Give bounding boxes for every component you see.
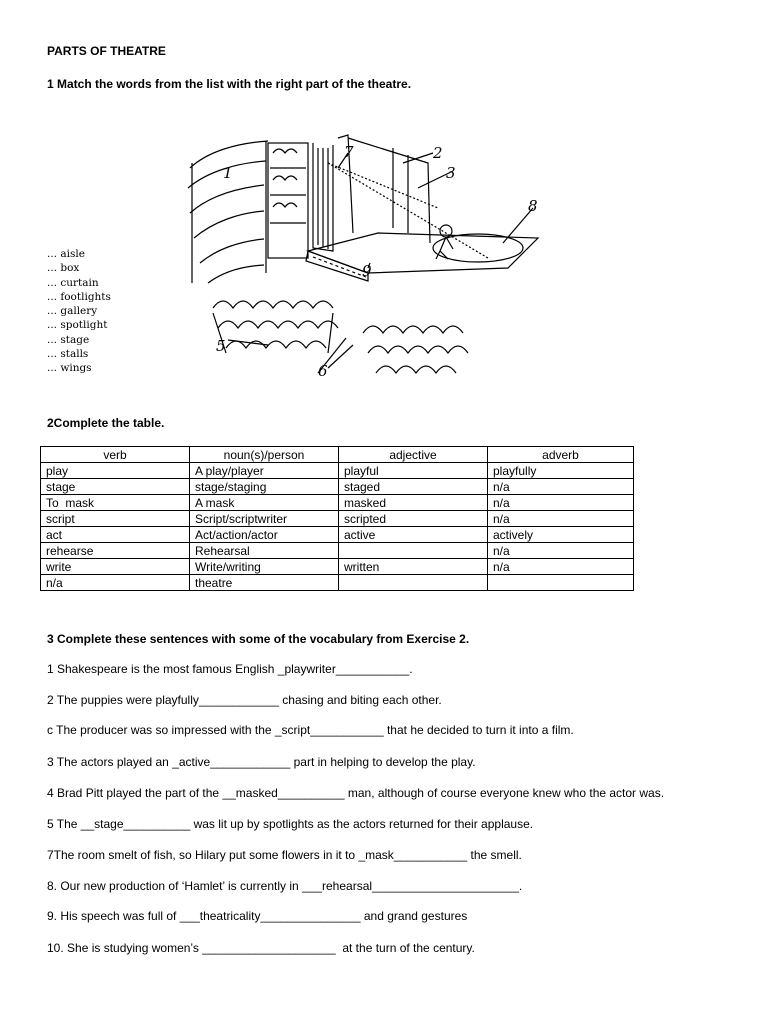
table-cell: A play/player bbox=[190, 463, 339, 479]
sentence-item: 9. His speech was full of ___theatricality_______________ and grand gestures bbox=[47, 909, 468, 923]
illustration-number: 3 bbox=[446, 164, 456, 182]
sentence-item: 4 Brad Pitt played the part of the __masked__________ man, although of course everyone knew who the actor was. bbox=[47, 786, 665, 800]
column-header-verb: verb bbox=[41, 447, 190, 463]
table-cell: staged bbox=[339, 479, 488, 495]
sentence-item: 3 The actors played an _active____________ part in helping to develop the play. bbox=[47, 755, 476, 769]
exercise-1-instruction: 1 Match the words from the list with the right part of the theatre. bbox=[47, 77, 412, 91]
illustration-number: 1 bbox=[223, 164, 233, 182]
table-row bbox=[41, 543, 634, 559]
table-cell: n/a bbox=[488, 511, 634, 527]
table-row bbox=[41, 527, 634, 543]
column-header-noun: noun(s)/person bbox=[190, 447, 339, 463]
table-cell: n/a bbox=[488, 479, 634, 495]
theatre-illustration bbox=[178, 133, 558, 383]
table-cell: A mask bbox=[190, 495, 339, 511]
table-cell: Script/scriptwriter bbox=[190, 511, 339, 527]
table-cell: To mask bbox=[41, 495, 190, 511]
table-cell: script bbox=[41, 511, 190, 527]
illustration-number: 5 bbox=[216, 337, 226, 355]
table-row bbox=[41, 463, 634, 479]
word-list-item: ... box bbox=[47, 262, 80, 275]
table-cell: written bbox=[339, 559, 488, 575]
table-cell: n/a bbox=[488, 559, 634, 575]
word-list-item: ... wings bbox=[47, 362, 92, 375]
word-list-item: ... footlights bbox=[47, 290, 111, 303]
illustration-number: 2 bbox=[433, 144, 443, 162]
table-cell bbox=[339, 575, 488, 591]
sentence-item: 2 The puppies were playfully____________ chasing and biting each other. bbox=[47, 693, 442, 707]
illustration-number: 6 bbox=[318, 362, 328, 380]
sentence-item: 8. Our new production of ‘Hamlet’ is currently in ___rehearsal______________________. bbox=[47, 879, 523, 893]
table-header-row bbox=[41, 447, 634, 463]
table-row bbox=[41, 495, 634, 511]
table-cell: theatre bbox=[190, 575, 339, 591]
word-list-item: ... curtain bbox=[47, 276, 99, 289]
table-cell: stage/staging bbox=[190, 479, 339, 495]
table-cell: stage bbox=[41, 479, 190, 495]
table-cell: actively bbox=[488, 527, 634, 543]
table-cell: playfully bbox=[488, 463, 634, 479]
sentence-item: 10. She is studying women’s ____________________ at the turn of the century. bbox=[47, 941, 475, 955]
table-cell: playful bbox=[339, 463, 488, 479]
table-row bbox=[41, 479, 634, 495]
table-cell: Rehearsal bbox=[190, 543, 339, 559]
table-cell: rehearse bbox=[41, 543, 190, 559]
table-cell: n/a bbox=[41, 575, 190, 591]
word-list-item: ... gallery bbox=[47, 305, 98, 318]
page-title: PARTS OF THEATRE bbox=[47, 44, 166, 58]
table-cell: write bbox=[41, 559, 190, 575]
word-list-item: ... stage bbox=[47, 333, 90, 346]
table-cell: scripted bbox=[339, 511, 488, 527]
table-cell: n/a bbox=[488, 543, 634, 559]
table-row bbox=[41, 559, 634, 575]
word-list-item: ... stalls bbox=[47, 348, 89, 361]
table-cell: play bbox=[41, 463, 190, 479]
sentence-item: c The producer was so impressed with the _script___________ that he decided to turn it into a film. bbox=[47, 723, 574, 737]
table-cell: n/a bbox=[488, 495, 634, 511]
table-cell: Act/action/actor bbox=[190, 527, 339, 543]
table-cell bbox=[488, 575, 634, 591]
table-row bbox=[41, 575, 634, 591]
illustration-number: 8 bbox=[528, 197, 538, 215]
illustration-number: 7 bbox=[344, 143, 354, 161]
sentence-item: 5 The __stage__________ was lit up by spotlights as the actors returned for their applause. bbox=[47, 817, 534, 831]
sentence-item: 1 Shakespeare is the most famous English _playwriter___________. bbox=[47, 662, 413, 676]
table-row bbox=[41, 511, 634, 527]
table-cell: Write/writing bbox=[190, 559, 339, 575]
table-cell: masked bbox=[339, 495, 488, 511]
illustration-number: 9 bbox=[362, 262, 372, 280]
sentence-item: 7The room smelt of fish, so Hilary put some flowers in it to _mask___________ the smell. bbox=[47, 848, 522, 862]
word-forms-table bbox=[40, 446, 634, 591]
column-header-adjective: adjective bbox=[339, 447, 488, 463]
table-cell: active bbox=[339, 527, 488, 543]
exercise-3-instruction: 3 Complete these sentences with some of the vocabulary from Exercise 2. bbox=[47, 632, 470, 646]
word-list-item: ... aisle bbox=[47, 248, 85, 260]
word-list-item: ... spotlight bbox=[47, 319, 108, 332]
column-header-adverb: adverb bbox=[488, 447, 634, 463]
table-cell bbox=[339, 543, 488, 559]
exercise-2-instruction: 2Complete the table. bbox=[47, 416, 165, 430]
table-cell: act bbox=[41, 527, 190, 543]
word-list bbox=[47, 247, 111, 376]
